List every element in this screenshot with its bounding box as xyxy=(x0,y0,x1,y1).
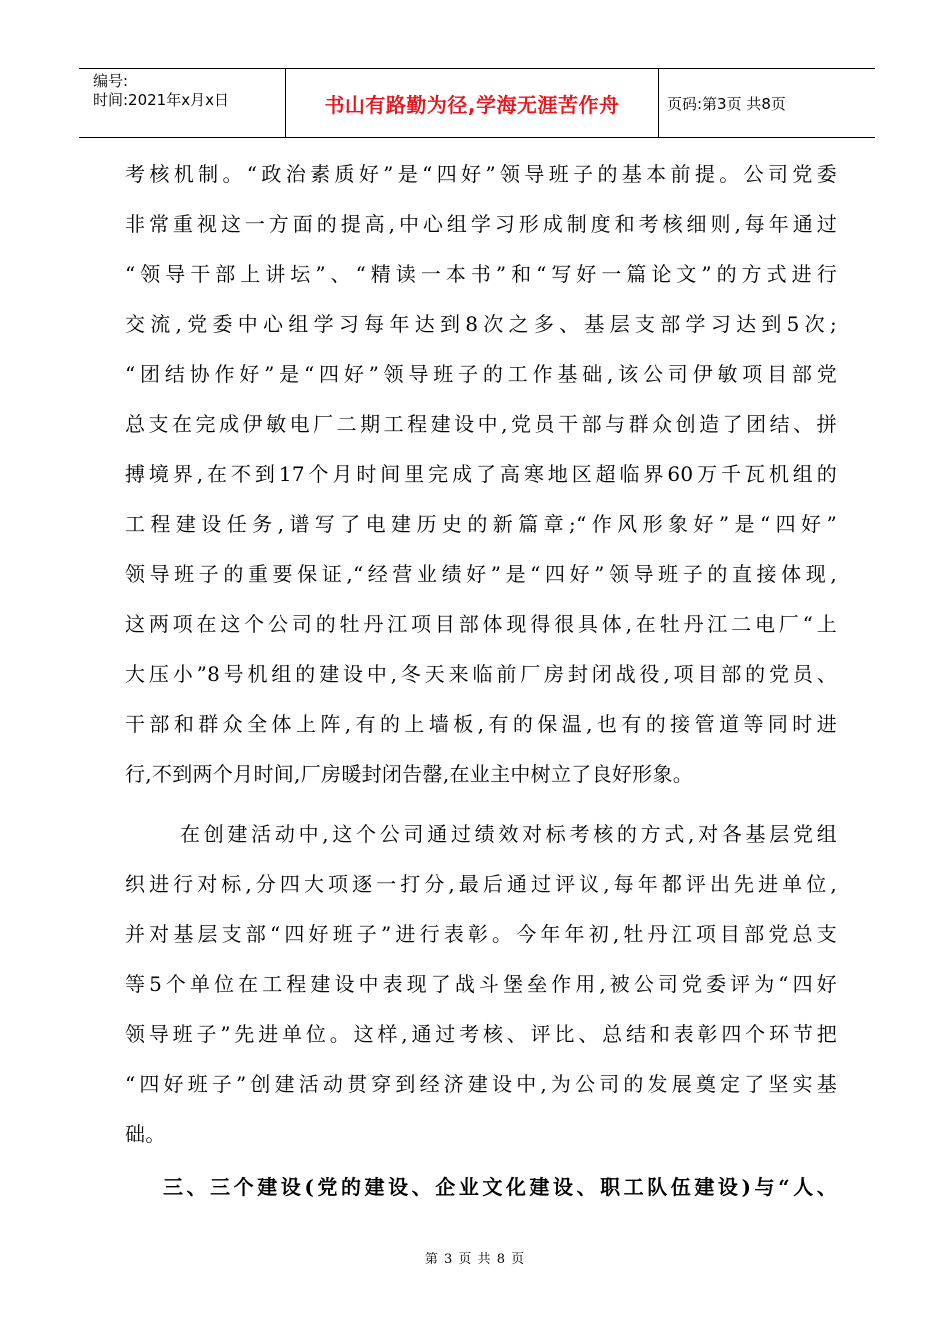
body-line: 非常重视这一方面的提高,中心组学习形成制度和考核细则,每年通过 xyxy=(125,212,837,236)
body-line: “四好班子”创建活动贯穿到经济建设中,为公司的发展奠定了坚实基 xyxy=(125,1072,837,1096)
page-header xyxy=(79,68,875,138)
body-line: 这两项在这个公司的牡丹江项目部体现得很具体,在牡丹江二电厂“上 xyxy=(125,612,837,636)
body-line: 领导班子”先进单位。这样,通过考核、评比、总结和表彰四个环节把 xyxy=(125,1022,837,1046)
page-footer: 第 3 页 共 8 页 xyxy=(424,1252,526,1267)
body-line: 交流,党委中心组学习每年达到8次之多、基层支部学习达到5次; xyxy=(125,312,837,336)
body-line: 织进行对标,分四大项逐一打分,最后通过评议,每年都评出先进单位, xyxy=(125,872,837,896)
document-date-label: 时间:2021年x月x日 xyxy=(93,91,229,109)
body-line: 考核机制。“政治素质好”是“四好”领导班子的基本前提。公司党委 xyxy=(125,162,837,186)
section-heading: 三、三个建设(党的建设、企业文化建设、职工队伍建设)与“人、 xyxy=(163,1175,837,1199)
header-meta xyxy=(79,69,286,137)
body-line: 搏境界,在不到17个月时间里完成了高寒地区超临界60万千瓦机组的 xyxy=(125,462,837,486)
header-page-number: 页码:第3页 共8页 xyxy=(667,94,786,113)
body-line: “领导干部上讲坛”、“精读一本书”和“写好一篇论文”的方式进行 xyxy=(125,262,837,286)
body-line: 工程建设任务,谱写了电建历史的新篇章;“作风形象好”是“四好” xyxy=(125,512,837,536)
body-line: “团结协作好”是“四好”领导班子的工作基础,该公司伊敏项目部党 xyxy=(125,362,837,386)
body-line: 大压小”8号机组的建设中,冬天来临前厂房封闭战役,项目部的党员、 xyxy=(125,662,837,686)
header-motto: 书山有路勤为径,学海无涯苦作舟 xyxy=(286,69,659,137)
body-line: 领导班子的重要保证,“经营业绩好”是“四好”领导班子的直接体现, xyxy=(125,562,837,586)
body-line: 行,不到两个月时间,厂房暖封闭告罄,在业主中树立了良好形象。 xyxy=(125,762,694,786)
body-line: 础。 xyxy=(125,1122,166,1146)
paragraph-first-line: 在创建活动中,这个公司通过绩效对标考核的方式,对各基层党组 xyxy=(180,822,837,846)
body-line: 并对基层支部“四好班子”进行表彰。今年年初,牡丹江项目部党总支 xyxy=(125,922,837,946)
body-line: 总支在完成伊敏电厂二期工程建设中,党员干部与群众创造了团结、拼 xyxy=(125,412,837,436)
body-line: 等5个单位在工程建设中表现了战斗堡垒作用,被公司党委评为“四好 xyxy=(125,972,837,996)
document-code-label: 编号: xyxy=(93,72,129,90)
body-line: 干部和群众全体上阵,有的上墙板,有的保温,也有的接管道等同时进 xyxy=(125,712,837,736)
